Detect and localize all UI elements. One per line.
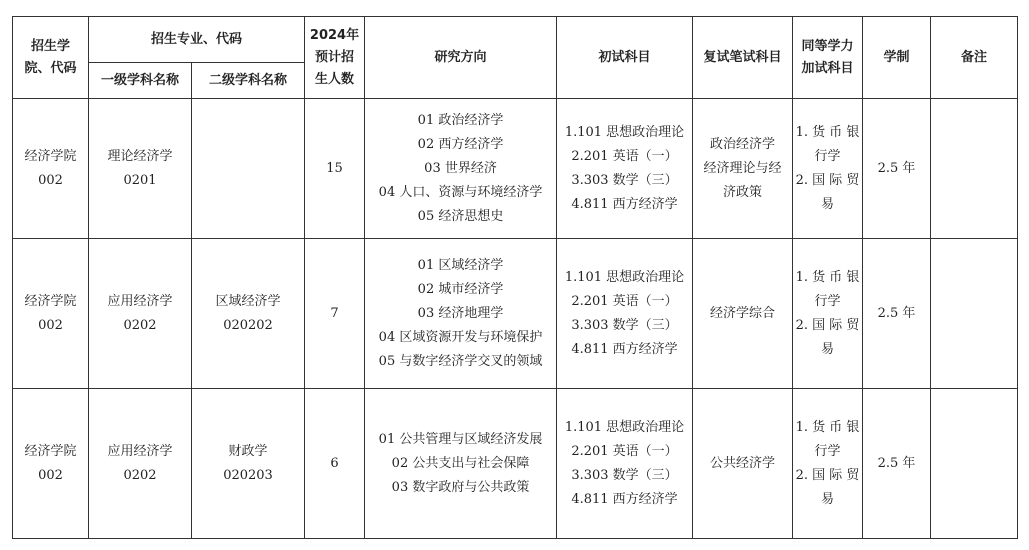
header-remark: 备注 <box>931 17 1018 99</box>
cell-level1: 应用经济学 0202 <box>89 389 192 539</box>
header-years: 学制 <box>863 17 931 99</box>
header-level1: 一级学科名称 <box>89 63 192 99</box>
table-row <box>13 389 1018 539</box>
table-row <box>13 239 1018 389</box>
header-plan: 2024年 预计招 生人数 <box>305 17 365 99</box>
cell-extra: 1. 货 币 银 行学 2. 国 际 贸 易 <box>793 99 863 239</box>
header-exam: 初试科目 <box>557 17 693 99</box>
header-research: 研究方向 <box>365 17 557 99</box>
cell-extra: 1. 货 币 银 行学 2. 国 际 贸 易 <box>793 239 863 389</box>
cell-retest: 经济学综合 <box>693 239 793 389</box>
cell-level1: 应用经济学 0202 <box>89 239 192 389</box>
cell-years: 2.5 年 <box>863 389 931 539</box>
header-extra: 同等学力 加试科目 <box>793 17 863 99</box>
cell-retest: 政治经济学 经济理论与经 济政策 <box>693 99 793 239</box>
cell-remark <box>931 239 1018 389</box>
table-row <box>13 99 1018 239</box>
cell-level2: 区域经济学 020202 <box>192 239 305 389</box>
header-college: 招生学 院、代码 <box>13 17 89 99</box>
cell-level2 <box>192 99 305 239</box>
admissions-table <box>12 16 1018 539</box>
cell-plan: 6 <box>305 389 365 539</box>
cell-research: 01 公共管理与区域经济发展 02 公共支出与社会保障 03 数字政府与公共政策 <box>365 389 557 539</box>
cell-plan: 7 <box>305 239 365 389</box>
cell-years: 2.5 年 <box>863 99 931 239</box>
cell-research: 01 区域经济学 02 城市经济学 03 经济地理学 04 区域资源开发与环境保护 05 与数字经济学交叉的领域 <box>365 239 557 389</box>
cell-remark <box>931 389 1018 539</box>
cell-college: 经济学院 002 <box>13 99 89 239</box>
cell-exam: 1.101 思想政治理论 2.201 英语（一） 3.303 数学（三） 4.811 西方经济学 <box>557 99 693 239</box>
header-major-group: 招生专业、代码 <box>89 17 305 63</box>
cell-plan: 15 <box>305 99 365 239</box>
cell-exam: 1.101 思想政治理论 2.201 英语（一） 3.303 数学（三） 4.811 西方经济学 <box>557 389 693 539</box>
header-retest: 复试笔试科目 <box>693 17 793 99</box>
cell-research: 01 政治经济学 02 西方经济学 03 世界经济 04 人口、资源与环境经济学 05 经济思想史 <box>365 99 557 239</box>
cell-college: 经济学院 002 <box>13 239 89 389</box>
cell-years: 2.5 年 <box>863 239 931 389</box>
cell-retest: 公共经济学 <box>693 389 793 539</box>
cell-college: 经济学院 002 <box>13 389 89 539</box>
cell-remark <box>931 99 1018 239</box>
header-level2: 二级学科名称 <box>192 63 305 99</box>
cell-exam: 1.101 思想政治理论 2.201 英语（一） 3.303 数学（三） 4.811 西方经济学 <box>557 239 693 389</box>
cell-level1: 理论经济学 0201 <box>89 99 192 239</box>
header-row-1 <box>13 17 1018 63</box>
cell-extra: 1. 货 币 银 行学 2. 国 际 贸 易 <box>793 389 863 539</box>
cell-level2: 财政学 020203 <box>192 389 305 539</box>
